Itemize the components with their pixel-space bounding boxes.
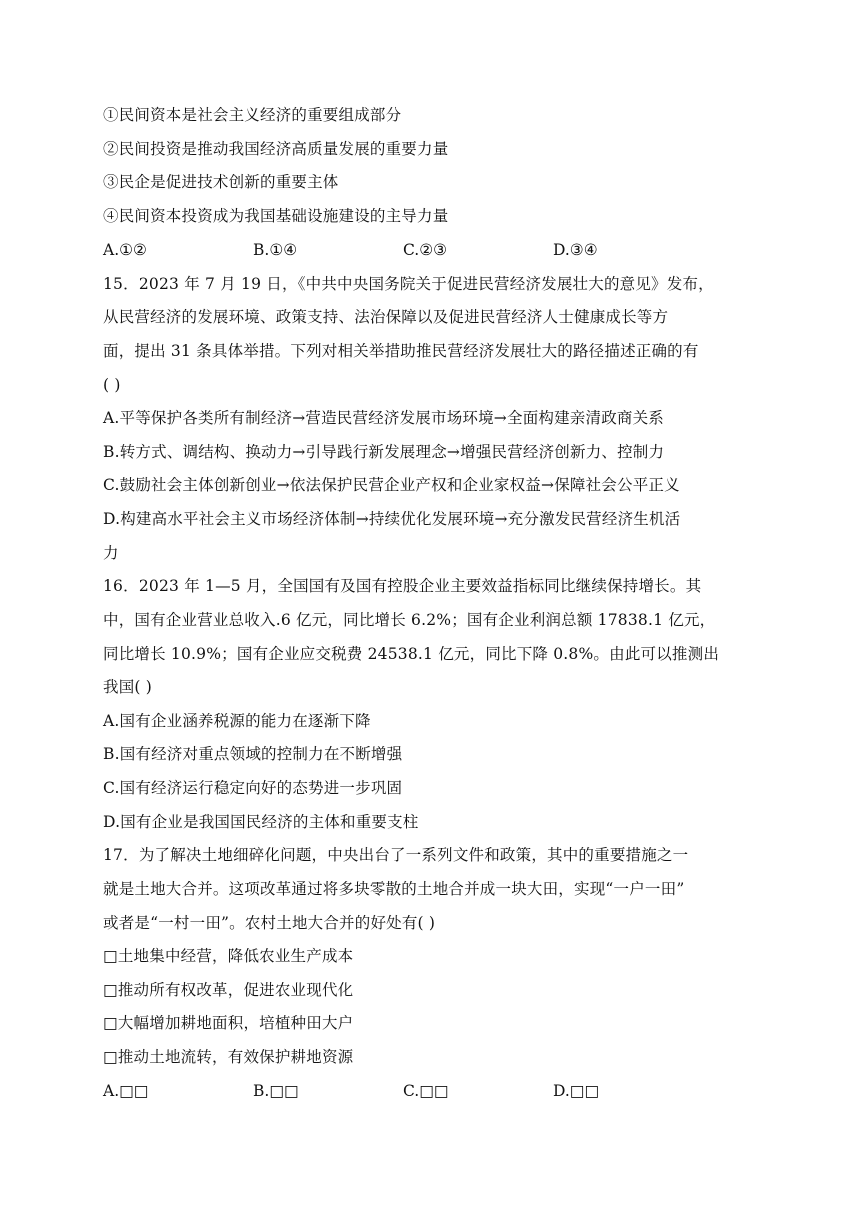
q14-option-d: D.③④ xyxy=(553,241,598,259)
q17-item-4: □推动土地流转，有效保护耕地资源 xyxy=(103,1048,354,1066)
q16-option-a: A.国有企业涵养税源的能力在逐渐下降 xyxy=(103,712,371,730)
q14-options xyxy=(103,240,763,260)
q17-option-a: A.□□ xyxy=(103,1082,149,1100)
q15-option-c: C.鼓励社会主体创新创业→依法保护民营企业产权和企业家权益→保障社会公平正义 xyxy=(103,476,680,494)
q17-options xyxy=(103,1081,763,1101)
q16-stem-line-2: 中，国有企业营业总收入.6 亿元，同比增长 6.2%；国有企业利润总额 17838.1 亿元， xyxy=(103,611,716,629)
q15-option-d-continued: 力 xyxy=(103,544,119,562)
q16-option-b: B.国有经济对重点领域的控制力在不断增强 xyxy=(103,745,403,763)
q14-option-c: C.②③ xyxy=(403,241,448,259)
q14-item-1: ①民间资本是社会主义经济的重要组成部分 xyxy=(103,106,402,124)
q15-stem-line-2: 从民营经济的发展环境、政策支持、法治保障以及促进民营经济人士健康成长等方 xyxy=(103,308,669,326)
q17-item-3: □大幅增加耕地面积，培植种田大户 xyxy=(103,1014,354,1032)
q15-stem-line-4: ( ) xyxy=(103,376,121,394)
q16-stem-line-4: 我国( ) xyxy=(103,678,153,696)
q17-stem-line-2: 就是土地大合并。这项改革通过将多块零散的土地合并成一块大田，实现“一户一田” xyxy=(103,880,685,898)
q16-stem-line-3: 同比增长 10.9%；国有企业应交税费 24538.1 亿元，同比下降 0.8%。由此可以推测出 xyxy=(103,645,720,663)
q17-item-1: □土地集中经营，降低农业生产成本 xyxy=(103,947,354,965)
q17-option-d: D.□□ xyxy=(553,1082,600,1100)
q14-item-3: ③民企是促进技术创新的重要主体 xyxy=(103,173,339,191)
q15-option-a: A.平等保护各类所有制经济→营造民营经济发展市场环境→全面构建亲清政商关系 xyxy=(103,409,664,427)
q15-option-b: B.转方式、调结构、换动力→引导践行新发展理念→增强民营经济创新力、控制力 xyxy=(103,443,665,461)
q16-stem-line-1: 16．2023 年 1—5 月，全国国有及国有控股企业主要效益指标同比继续保持增长。其 xyxy=(103,577,702,595)
q17-item-2: □推动所有权改革，促进农业现代化 xyxy=(103,981,354,999)
q17-stem-line-3: 或者是“一村一田”。农村土地大合并的好处有( ) xyxy=(103,914,436,932)
q14-option-a: A.①② xyxy=(103,241,147,259)
q17-stem-line-1: 17．为了解决土地细碎化问题，中央出台了一系列文件和政策，其中的重要措施之一 xyxy=(103,846,689,864)
q15-stem-line-1: 15．2023 年 7 月 19 日，《中共中央国务院关于促进民营经济发展壮大的意见》发布， xyxy=(103,275,714,293)
q16-option-c: C.国有经济运行稳定向好的态势进一步巩固 xyxy=(103,779,403,797)
q15-stem-line-3: 面，提出 31 条具体举措。下列对相关举措助推民营经济发展壮大的路径描述正确的有 xyxy=(103,342,699,360)
q15-option-d: D.构建高水平社会主义市场经济体制→持续优化发展环境→充分激发民营经济生机活 xyxy=(103,510,681,528)
q14-option-b: B.①④ xyxy=(253,241,298,259)
q14-item-2: ②民间投资是推动我国经济高质量发展的重要力量 xyxy=(103,140,449,158)
q16-option-d: D.国有企业是我国国民经济的主体和重要支柱 xyxy=(103,813,419,831)
q17-option-c: C.□□ xyxy=(403,1082,449,1100)
q14-item-4: ④民间资本投资成为我国基础设施建设的主导力量 xyxy=(103,207,449,225)
q17-option-b: B.□□ xyxy=(253,1082,299,1100)
